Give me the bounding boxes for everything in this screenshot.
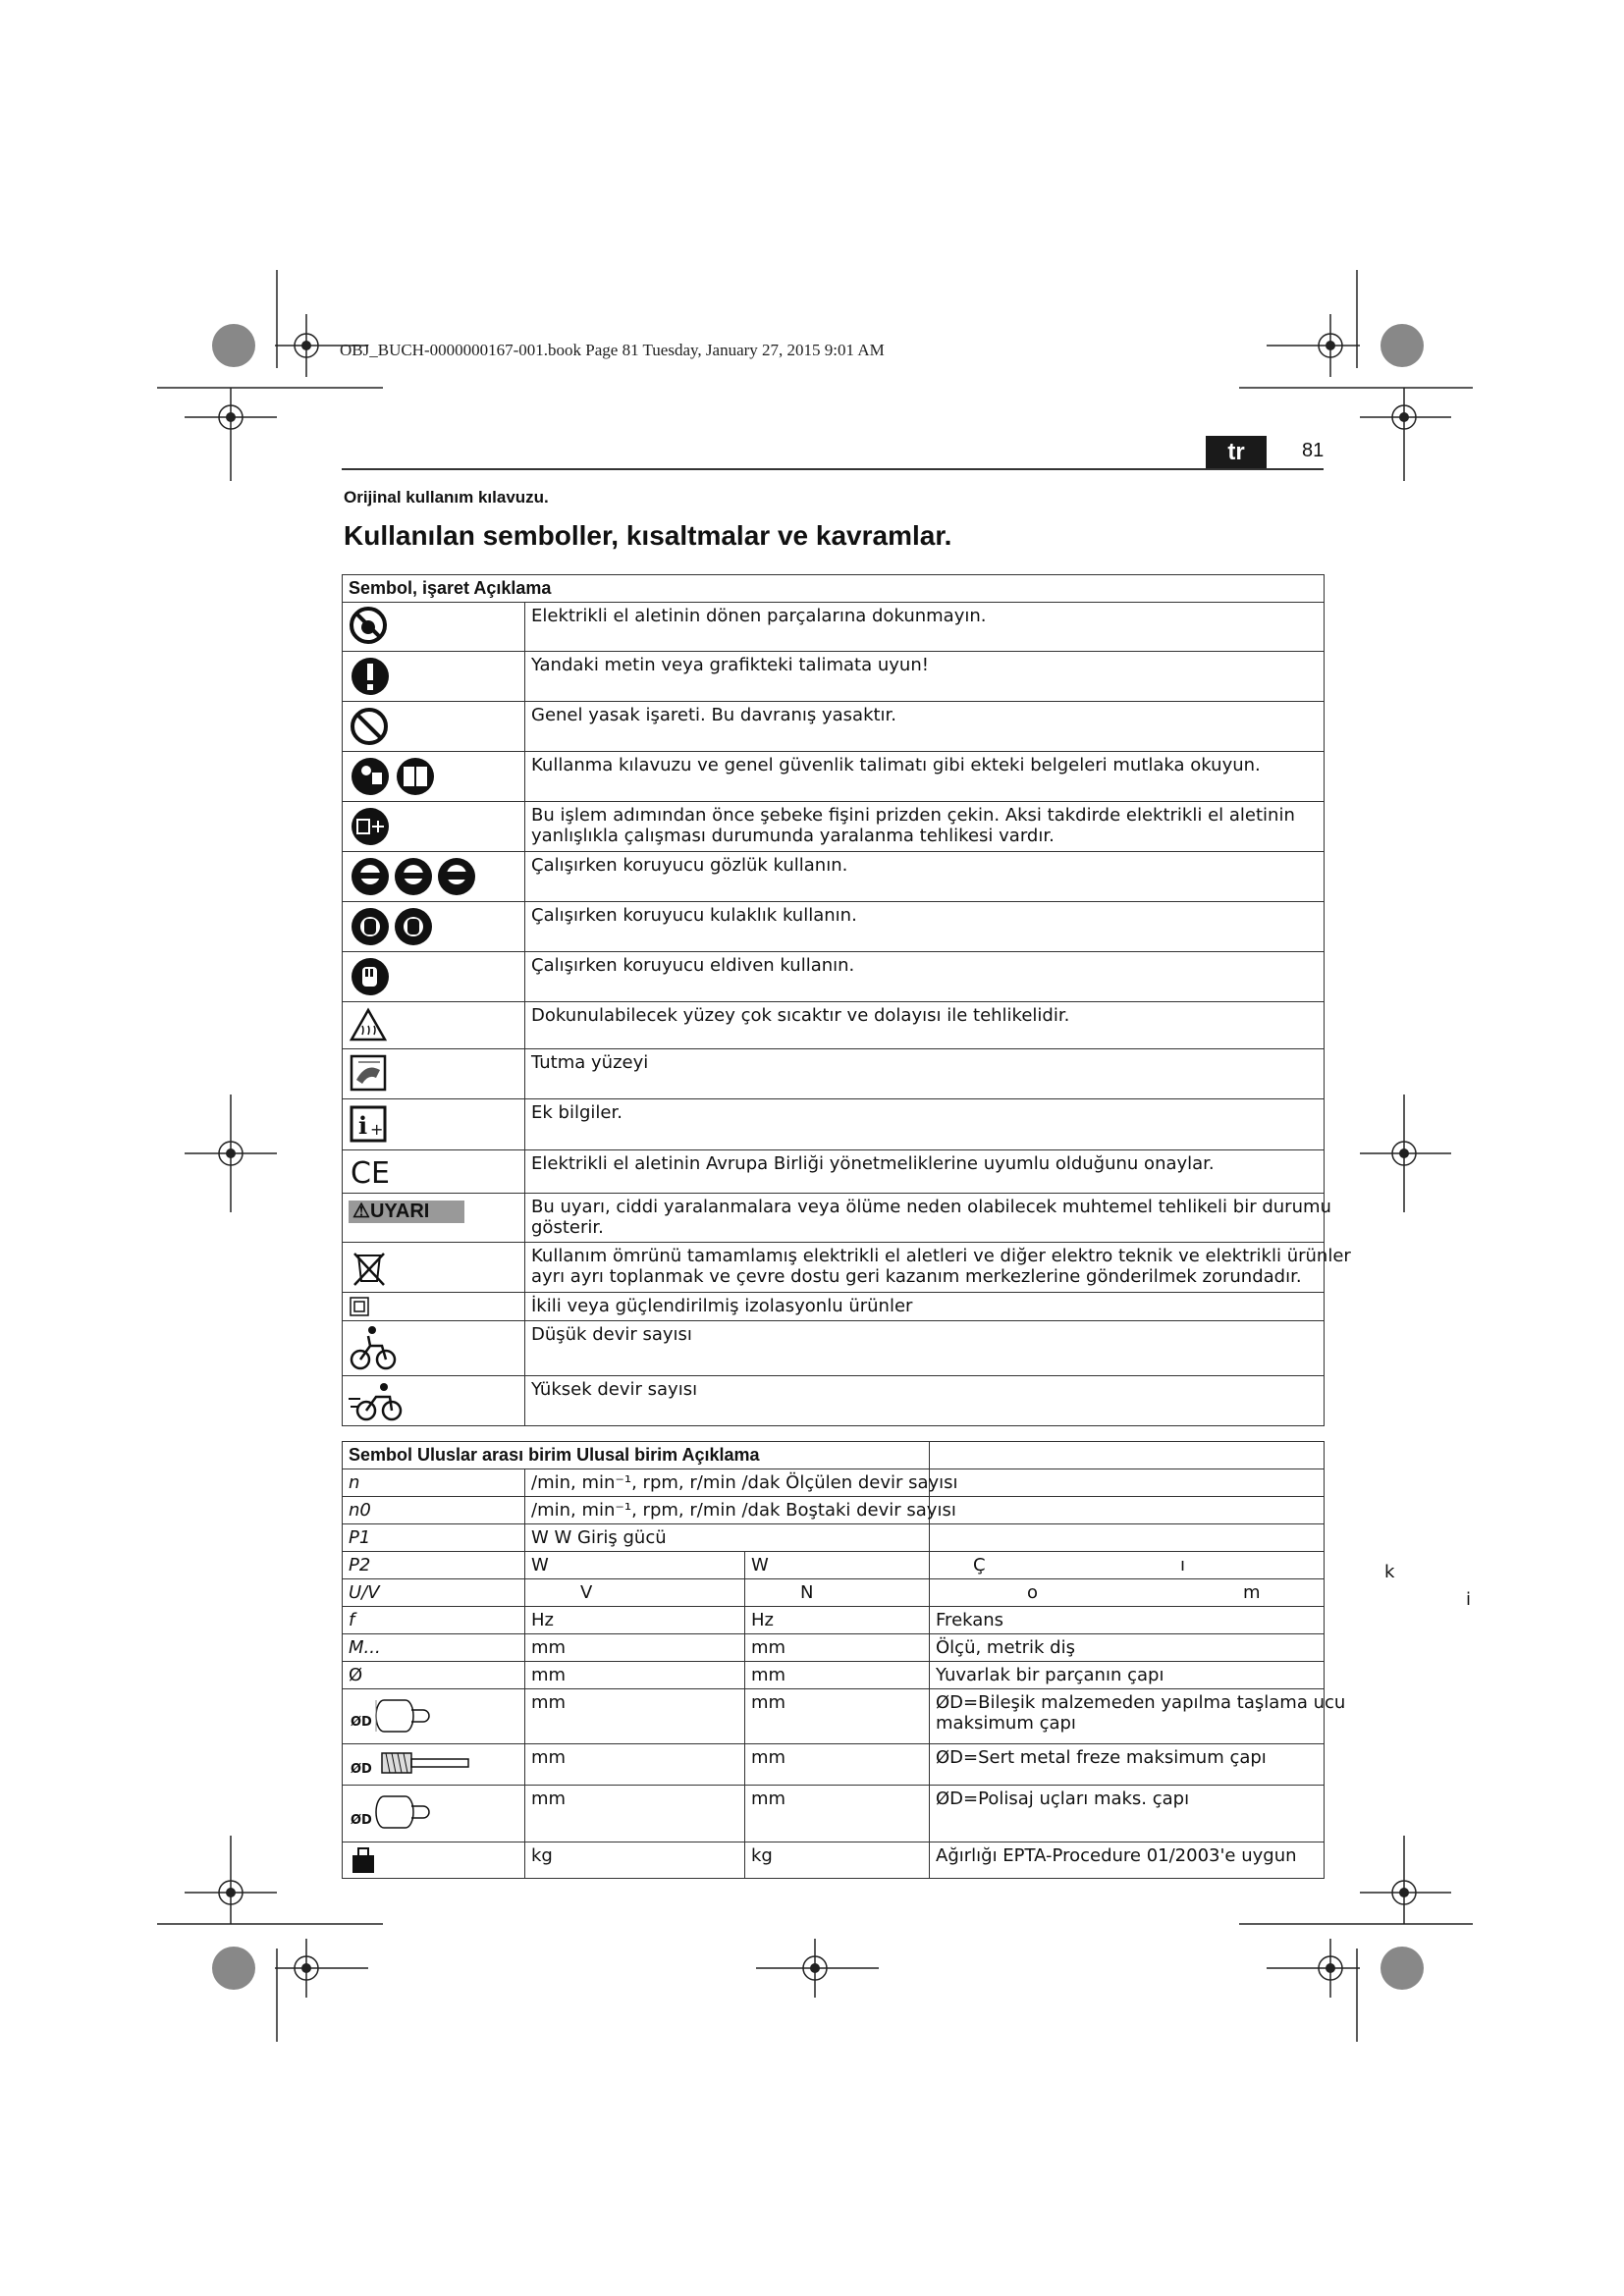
book-header-line: OBJ_BUCH-0000000167-001.book Page 81 Tuesday, January 27, 2015 9:01 AM <box>340 341 885 359</box>
table-row: CE Elektrikli el aletinin Avrupa Birliği yönetmeliklerine uyumlu olduğunu onaylar. <box>343 1150 1325 1194</box>
svg-text:+: + <box>370 1120 384 1139</box>
page-number: 81 <box>1302 440 1325 461</box>
table-row: ⚠UYARI Bu uyarı, ciddi yaralanmalara veya ölüme neden olabilecek muhtemel tehlikeli bir durumu gösterir. <box>343 1194 1325 1243</box>
table-row: M... mm mm Ölçü, metrik diş <box>343 1634 1325 1662</box>
language-badge: tr <box>1206 436 1267 469</box>
table-row: ØD mm mm ØD=Bileşik malzemeden yapılma taşlama ucu maksimum çapı <box>343 1689 1325 1744</box>
table-row: kg kg Ağırlığı EPTA-Procedure 01/2003'e uygun <box>343 1842 1325 1879</box>
goggles-icon <box>349 855 482 898</box>
table-row: ØD mm mm ØD=Polisaj uçları maks. çapı <box>343 1786 1325 1842</box>
table-row: Genel yasak işareti. Bu davranış yasaktır. <box>343 702 1325 752</box>
table-row: U/V V N o m <box>343 1579 1325 1607</box>
warning-badge: ⚠UYARI <box>349 1201 464 1223</box>
table-row: Tutma yüzeyi <box>343 1049 1325 1099</box>
table-row: Yandaki metin veya grafikteki talimata uyun! <box>343 652 1325 702</box>
table-row: İkili veya güçlendirilmiş izolasyonlu ürünler <box>343 1293 1325 1321</box>
stray-fragment: i <box>1466 1589 1472 1610</box>
table-row: Elektrikli el aletinin dönen parçalarına dokunmayın. <box>343 603 1325 652</box>
svg-text:ØD: ØD <box>351 1813 372 1828</box>
table-row: P1 W W Giriş gücü <box>343 1524 1325 1552</box>
symbols-table <box>342 574 1351 1426</box>
page-title: Kullanılan semboller, kısaltmalar ve kavramlar. <box>344 520 952 551</box>
table-row: Ø mm mm Yuvarlak bir parçanın çapı <box>343 1662 1325 1689</box>
svg-text:ØD: ØD <box>351 1715 372 1730</box>
prohibition-icon <box>349 705 392 748</box>
read-manual-icon <box>349 755 443 798</box>
table-row: Kullanma kılavuzu ve genel güvenlik talimatı gibi ekteki belgeleri mutlaka okuyun. <box>343 752 1325 802</box>
page-rule <box>342 468 1324 470</box>
ce-mark-icon <box>349 1153 398 1189</box>
table-row: ØD mm mm ØD=Sert metal freze maksimum çapı <box>343 1744 1325 1786</box>
table-row: P2 W W Ç ı <box>343 1552 1325 1579</box>
hot-surface-icon <box>349 1005 392 1044</box>
grip-surface-icon <box>349 1052 392 1095</box>
svg-text:ØD: ØD <box>351 1762 372 1777</box>
table-row: Çalışırken koruyucu eldiven kullanın. <box>343 952 1325 1002</box>
low-speed-bicycle-icon <box>349 1324 398 1371</box>
table-row: Bu işlem adımından önce şebeke fişini prizden çekin. Aksi takdirde elektrikli el aletinin yanlışlıkla çalışması durumunda yaralanma tehlikesi vardır. <box>343 802 1325 852</box>
table-row: Düşük devir sayısı <box>343 1321 1325 1376</box>
double-insulation-icon <box>349 1296 372 1317</box>
table-row: f Hz Hz Frekans <box>343 1607 1325 1634</box>
table-row: Çalışırken koruyucu kulaklık kullanın. <box>343 902 1325 952</box>
ear-protection-icon <box>349 905 439 948</box>
table-row: i + Ek bilgiler. <box>343 1099 1325 1150</box>
table-row: Kullanım ömrünü tamamlamış elektrikli el aletleri ve diğer elektro teknik ve elektrikli ürünler ayrı ayrı toplanmak ve çevre dostu geri kazanım merkezlerine gönderilmek zorundadır. <box>343 1243 1325 1293</box>
exclamation-icon <box>349 655 392 698</box>
table-row: n0 /min, min⁻¹, rpm, r/min /dak Boştaki devir sayısı <box>343 1497 1325 1524</box>
unplug-icon <box>349 805 392 848</box>
info-icon <box>349 1102 392 1146</box>
weee-bin-icon <box>349 1246 392 1289</box>
gloves-icon <box>349 955 392 998</box>
units-table <box>342 1441 1346 1879</box>
document-subtitle: Orijinal kullanım kılavuzu. <box>344 488 549 507</box>
table-row: Dokunulabilecek yüzey çok sıcaktır ve dolayısı ile tehlikelidir. <box>343 1002 1325 1049</box>
table-row: Yüksek devir sayısı <box>343 1376 1325 1426</box>
high-speed-bicycle-icon <box>349 1379 411 1422</box>
table-row: n /min, min⁻¹, rpm, r/min /dak Ölçülen devir sayısı <box>343 1469 1325 1497</box>
svg-text:i: i <box>358 1111 368 1140</box>
symbols-table-header: Sembol, işaret Açıklama <box>343 575 1325 603</box>
stray-fragment: k <box>1384 1562 1395 1582</box>
carbide-cutter-icon <box>349 1747 476 1781</box>
table-row: Çalışırken koruyucu gözlük kullanın. <box>343 852 1325 902</box>
grinding-tip-icon <box>349 1692 457 1739</box>
no-touch-rotating-icon <box>349 606 392 645</box>
weight-icon <box>349 1845 378 1875</box>
polishing-tip-icon <box>349 1789 457 1838</box>
svg-text:CE: CE <box>351 1156 390 1189</box>
units-table-header: Sembol Uluslar arası birim Ulusal birim Açıklama <box>343 1442 930 1469</box>
